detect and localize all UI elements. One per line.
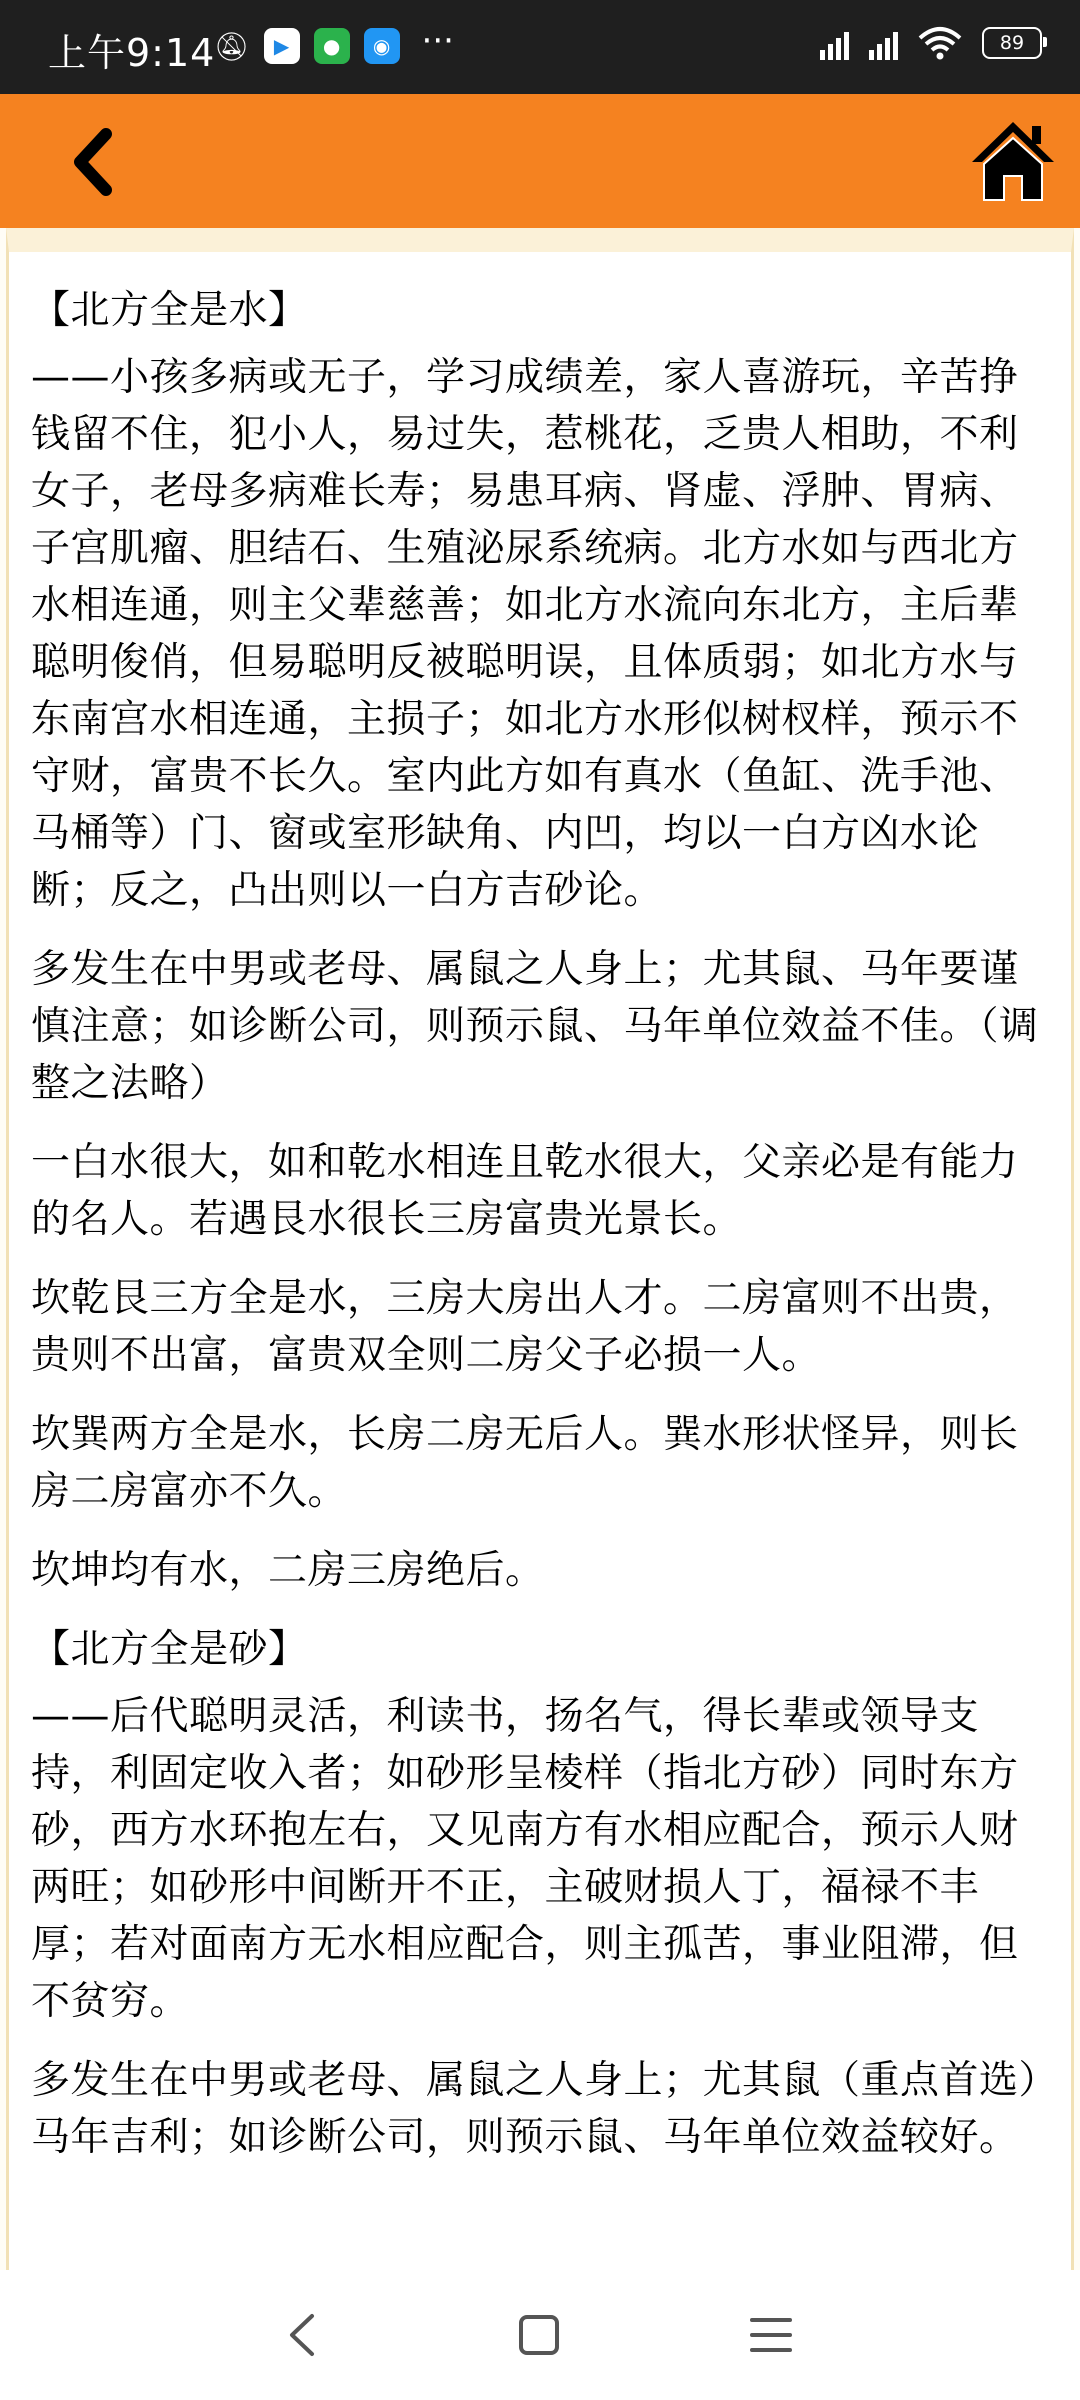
nav-home-button[interactable] (514, 2310, 564, 2360)
more-notifications-icon: ··· (421, 21, 454, 61)
article-paragraph: 一白水很大，如和乾水相连且乾水很大，父亲必是有能力的名人。若遇艮水很长三房富贵光景长。 (31, 1140, 1019, 1242)
battery-level: 89 (999, 32, 1025, 54)
mute-icon: 🔕︎ (214, 29, 250, 63)
chevron-left-icon (62, 122, 142, 202)
status-time: 上午9:14 (48, 31, 216, 75)
article-paragraph: 多发生在中男或老母、属鼠之人身上；尤其鼠、马年要谨慎注意；如诊断公司，则预示鼠、马年单位效益不佳。（调整之法略） (31, 947, 1039, 1106)
section-heading: 【北方全是砂】 (31, 1627, 308, 1672)
article-paragraph: 坎坤均有水，二房三房绝后。 (31, 1548, 545, 1593)
battery-indicator (982, 27, 1042, 59)
back-button[interactable] (62, 122, 142, 202)
article-paragraph: ——后代聪明灵活，利读书，扬名气，得长辈或领导支持，利固定收入者；如砂形呈棱样（指北方砂）同时东方砂，西方水环抱左右，又见南方有水相应配合，预示人财两旺；如砂形中间断开不正，主破财损人丁，福禄不丰厚；若对面南方无水相应配合，则主孤苦，事业阻滞，但不贫穷。 (31, 1694, 1019, 2024)
home-icon (968, 116, 1058, 206)
article-paragraph: 坎巽两方全是水，长房二房无后人。巽水形状怪异，则长房二房富亦不久。 (31, 1412, 1019, 1514)
signal-1-icon (820, 26, 849, 60)
section-heading: 【北方全是水】 (31, 288, 308, 333)
article-frame (6, 228, 1074, 2270)
article-content[interactable] (0, 228, 1080, 2270)
nav-back-button[interactable] (278, 2310, 328, 2360)
home-button[interactable] (968, 116, 1058, 206)
status-indicators (820, 26, 1042, 60)
article-paragraph: ——小孩多病或无子，学习成绩差，家人喜游玩，辛苦挣钱留不住，犯小人，易过失，惹桃花，乏贵人相助，不利女子，老母多病难长寿；易患耳病、肾虚、浮肿、胃病、子宫肌瘤、胆结石、生殖泌尿系统病。北方水如与西北方水相连通，则主父辈慈善；如北方水流向东北方，主后辈聪明俊俏，但易聪明反被聪明误，且体质弱；如北方水与东南宫水相连通，主损子；如北方水形似树杈样，预示不守财，富贵不长久。室内此方如有真水（鱼缸、洗手池、马桶等）门、窗或室形缺角、内凹，均以一白方凶水论断；反之，凸出则以一白方吉砂论。 (31, 355, 1019, 913)
signal-2-icon (869, 26, 898, 60)
message-app-icon: ◉ (364, 28, 400, 64)
back-triangle-icon (278, 2310, 328, 2360)
system-nav-bar (0, 2270, 1080, 2400)
article-paragraph: 坎乾艮三方全是水，三房大房出人才。二房富则不出贵，贵则不出富，富贵双全则二房父子必损一人。 (31, 1276, 1019, 1378)
nav-menu-button[interactable] (746, 2310, 796, 2360)
menu-lines-icon (746, 2310, 796, 2360)
wifi-icon (918, 26, 962, 60)
status-bar (0, 0, 1080, 94)
status-notifications (214, 21, 454, 64)
wechat-icon: ● (314, 28, 350, 64)
app-header (0, 94, 1080, 228)
square-home-icon (514, 2310, 564, 2360)
video-app-icon: ▶ (264, 28, 300, 64)
article-paragraph: 多发生在中男或老母、属鼠之人身上；尤其鼠（重点首选）马年吉利；如诊断公司，则预示鼠、马年单位效益较好。 (31, 2058, 1039, 2160)
